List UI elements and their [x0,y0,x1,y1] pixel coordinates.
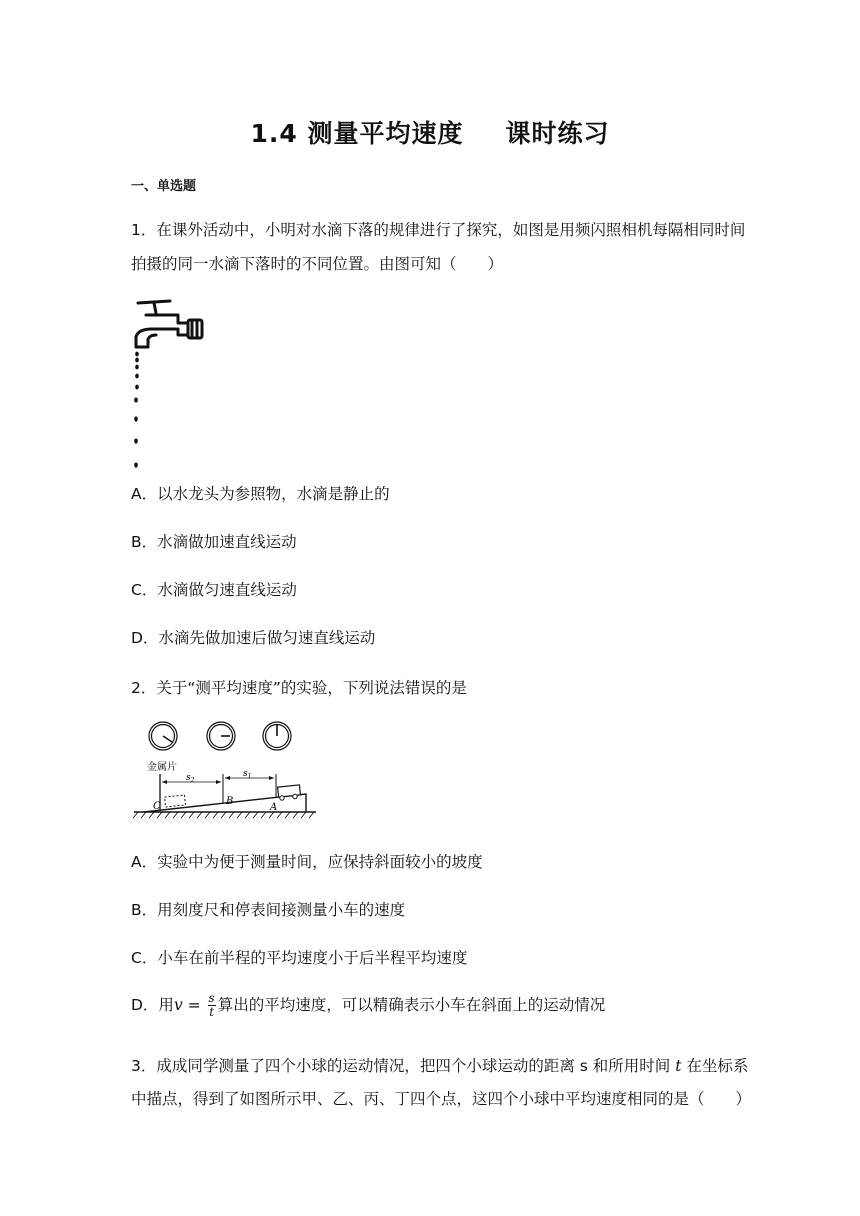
label-b: B [226,796,234,807]
label-s2: $s_2$ [186,773,195,784]
label-c: C [153,801,161,812]
label-a: A [270,802,278,813]
q2-option-d-prefix: D．用 [131,996,174,1014]
q2-stem: 2．关于“测平均速度”的实验，下列说法错误的是 [131,679,467,697]
q1-option-c[interactable]: C．水滴做匀速直线运动 [131,581,297,599]
q1-stem-line2: 拍摄的同一水滴下落时的不同位置。由图可知（ ） [131,255,504,273]
title-right: 课时练习 [505,119,610,148]
q1-option-b[interactable]: B．水滴做加速直线运动 [131,533,297,551]
incline-figure [130,716,320,822]
faucet-icon [136,301,202,347]
q1-stem-line1: 1．在课外活动中，小明对水滴下落的规律进行了探究，如图是用频闪照相机每隔相同时间 [131,221,746,239]
q1-option-a[interactable]: A．以水龙头为参照物，水滴是静止的 [131,485,390,503]
formula-fraction [208,992,216,1019]
formula-numerator: s [208,991,215,1005]
q3-stem-line2: 中描点，得到了如图所示甲、乙、丙、丁四个点，这四个小球中平均速度相同的是（ ） [131,1090,752,1108]
faucet-figure [126,293,216,473]
q2-option-a[interactable]: A．实验中为便于测量时间，应保持斜面较小的坡度 [131,853,483,871]
q1-option-d[interactable]: D．水滴先做加速后做匀速直线运动 [131,629,376,647]
q2-option-d[interactable] [131,992,605,1019]
label-metal-plate: 金属片 [147,762,177,773]
q2-option-d-suffix: 算出的平均速度，可以精确表示小车在斜面上的运动情况 [217,996,606,1014]
title-left: 1.4 测量平均速度 [250,119,464,148]
q2-option-b[interactable]: B．用刻度尺和停表间接测量小车的速度 [131,901,406,919]
formula-v: v [173,996,183,1014]
q3-stem-line1: 3．成成同学测量了四个小球的运动情况，把四个小球运动的距离 s 和所用时间 t 在坐标系 [131,1057,749,1075]
q2-option-c[interactable]: C．小车在前半程的平均速度小于后半程平均速度 [131,949,468,967]
ground-hatch [133,812,314,818]
page-title [0,114,860,150]
cart-icon [278,785,301,800]
formula-denominator: t [209,1005,215,1019]
stopwatch-icons [149,722,291,750]
section-heading: 一、单选题 [131,179,197,194]
formula-equals: = [182,996,206,1014]
label-s1: $s_1$ [243,769,252,780]
water-drops [134,352,139,468]
